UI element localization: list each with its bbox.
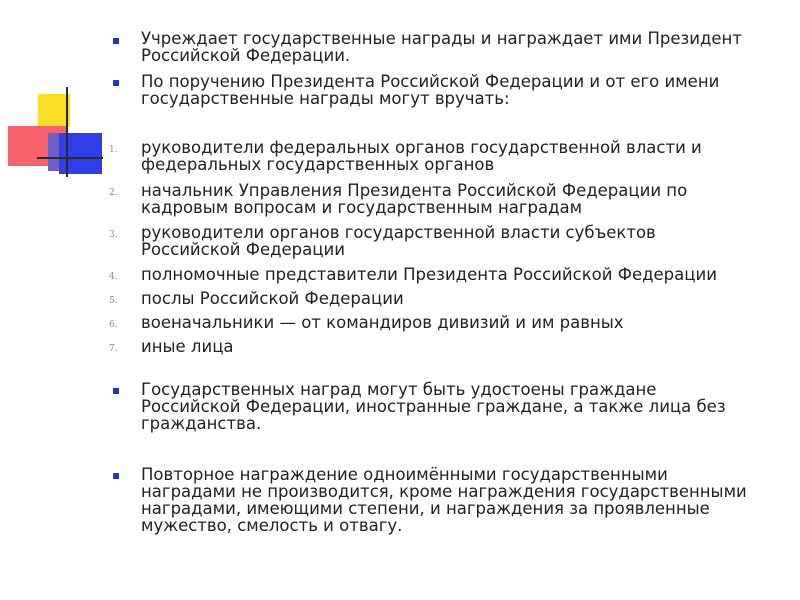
text-line: военачальники — от командиров дивизий и им равных: [141, 313, 624, 332]
list-number: 4.: [109, 272, 118, 282]
text-line: иные лица: [141, 337, 234, 356]
numbered-item: [141, 224, 656, 258]
text-line: послы Российской Федерации: [141, 289, 404, 308]
bullet-item: [141, 30, 742, 64]
text-line: Российской Федерации: [141, 240, 345, 259]
bullet-item: [141, 466, 747, 534]
numbered-item: [141, 182, 687, 216]
text-line: Повторное награждение одноимёнными государственными: [141, 465, 668, 484]
text-line: федеральных государственных органов: [141, 155, 495, 174]
text-line: государственные награды могут вручать:: [141, 89, 510, 108]
list-number: 5.: [109, 296, 118, 306]
text-line: наградами, имеющими степени, и награждения за проявленные: [141, 499, 710, 518]
text-line: Государственных наград могут быть удостоены граждане: [141, 380, 657, 399]
text-line: руководители федеральных органов государственной власти и: [141, 138, 702, 157]
vertical-line: [66, 87, 68, 177]
list-number: 2.: [109, 188, 118, 198]
text-line: кадровым вопросам и государственным наградам: [141, 198, 583, 217]
text-line: гражданства.: [141, 414, 262, 433]
bullet-item: [141, 381, 726, 432]
text-line: руководители органов государственной власти субъектов: [141, 223, 656, 242]
bullet-item: [141, 73, 719, 107]
horizontal-line: [37, 157, 103, 159]
text-line: Российской Федерации, иностранные граждане, а также лица без: [141, 397, 726, 416]
list-number: 7.: [109, 344, 118, 354]
bullet-marker-icon: [113, 473, 119, 479]
text-line: полномочные представители Президента Российской Федерации: [141, 265, 717, 284]
text-line: мужество, смелость и отвагу.: [141, 516, 403, 535]
text-line: Российской Федерации.: [141, 46, 351, 65]
text-line: По поручению Президента Российской Федерации и от его имени: [141, 72, 720, 91]
list-number: 1.: [109, 145, 118, 155]
text-line: начальник Управления Президента Российской Федерации по: [141, 181, 688, 200]
bullet-marker-icon: [113, 80, 119, 86]
text-line: Учреждает государственные награды и награждает ими Президент: [141, 29, 742, 48]
list-number: 6.: [109, 320, 118, 330]
numbered-item: [141, 338, 234, 355]
list-number: 3.: [109, 230, 118, 240]
numbered-item: [141, 266, 717, 283]
numbered-item: [141, 314, 624, 331]
bullet-marker-icon: [113, 388, 119, 394]
numbered-item: [141, 139, 702, 173]
numbered-item: [141, 290, 404, 307]
bullet-marker-icon: [113, 38, 119, 44]
text-line: наградами не производится, кроме награждения государственными: [141, 482, 747, 501]
